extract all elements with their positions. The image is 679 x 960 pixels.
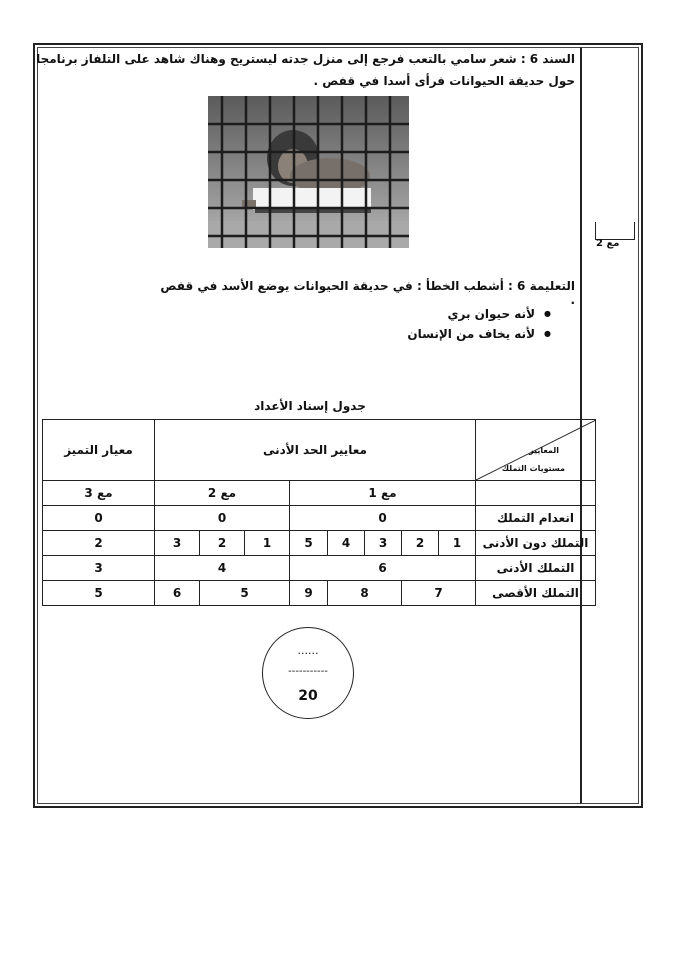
table-title: جدول إسناد الأعداد xyxy=(254,399,366,413)
score-cell: 6 xyxy=(290,556,476,581)
level-label: التملك دون الأدنى xyxy=(476,531,596,556)
score-cell: 2 xyxy=(402,531,439,556)
corner-levels-label: مستويات التملك xyxy=(501,464,565,473)
instruction-text: التعليمة 6 : أشطب الخطأ : في حديقة الحيوانات يوضع الأسد في قفص . xyxy=(160,279,575,307)
criterion-label: مع 2 xyxy=(155,481,290,506)
score-cell: 2 xyxy=(200,531,245,556)
grading-table xyxy=(42,419,596,606)
score-cell: 0 xyxy=(290,506,476,531)
lion-cage-photo xyxy=(208,96,409,248)
score-cell: 0 xyxy=(155,506,290,531)
passage-text: السند 6 : شعر سامي بالتعب فرجع إلى منزل جدته ليستريح وهناك شاهد على التلفاز برنامجا حول حديقة الحيوانات فرأى أسدا في قفص . xyxy=(36,52,575,88)
score-divider: ----------- xyxy=(288,666,328,677)
score-cell: 3 xyxy=(43,556,155,581)
score-cell: 4 xyxy=(155,556,290,581)
score-cell: 5 xyxy=(43,581,155,606)
option-item[interactable]: ● لأنه حيوان بري xyxy=(251,304,551,324)
score-cell: 8 xyxy=(328,581,402,606)
corner-criteria-label: المعايير xyxy=(529,446,559,455)
header-corner-cell xyxy=(476,420,596,481)
score-cell: 3 xyxy=(155,531,200,556)
score-cell: 4 xyxy=(328,531,365,556)
score-total: 20 xyxy=(298,688,318,704)
score-cell: 1 xyxy=(439,531,476,556)
score-cell: 6 xyxy=(155,581,200,606)
criterion-label: مع 1 xyxy=(290,481,476,506)
criterion-label: مع 3 xyxy=(43,481,155,506)
score-cell: 5 xyxy=(290,531,328,556)
score-circle xyxy=(262,627,354,719)
level-label: التملك الأقصى xyxy=(476,581,596,606)
score-cell: 9 xyxy=(290,581,328,606)
header-min-criteria: معايير الحد الأدنى xyxy=(155,420,476,481)
score-cell: 3 xyxy=(365,531,402,556)
score-cell: 0 xyxy=(43,506,155,531)
score-cell: 1 xyxy=(245,531,290,556)
criteria-row-blank xyxy=(476,481,596,506)
score-cell: 7 xyxy=(402,581,476,606)
option-item[interactable]: ● لأنه يخاف من الإنسان xyxy=(251,324,551,344)
level-label: التملك الأدنى xyxy=(476,556,596,581)
answer-options xyxy=(251,304,551,344)
score-cell: 2 xyxy=(43,531,155,556)
margin-mark-label: مع 2 xyxy=(596,238,620,249)
level-label: انعدام التملك xyxy=(476,506,596,531)
header-excellence-criterion: معيار التميز xyxy=(43,420,155,481)
score-obtained[interactable]: ...... xyxy=(297,644,319,657)
score-cell: 5 xyxy=(200,581,290,606)
lion-in-cage-image xyxy=(208,96,409,248)
